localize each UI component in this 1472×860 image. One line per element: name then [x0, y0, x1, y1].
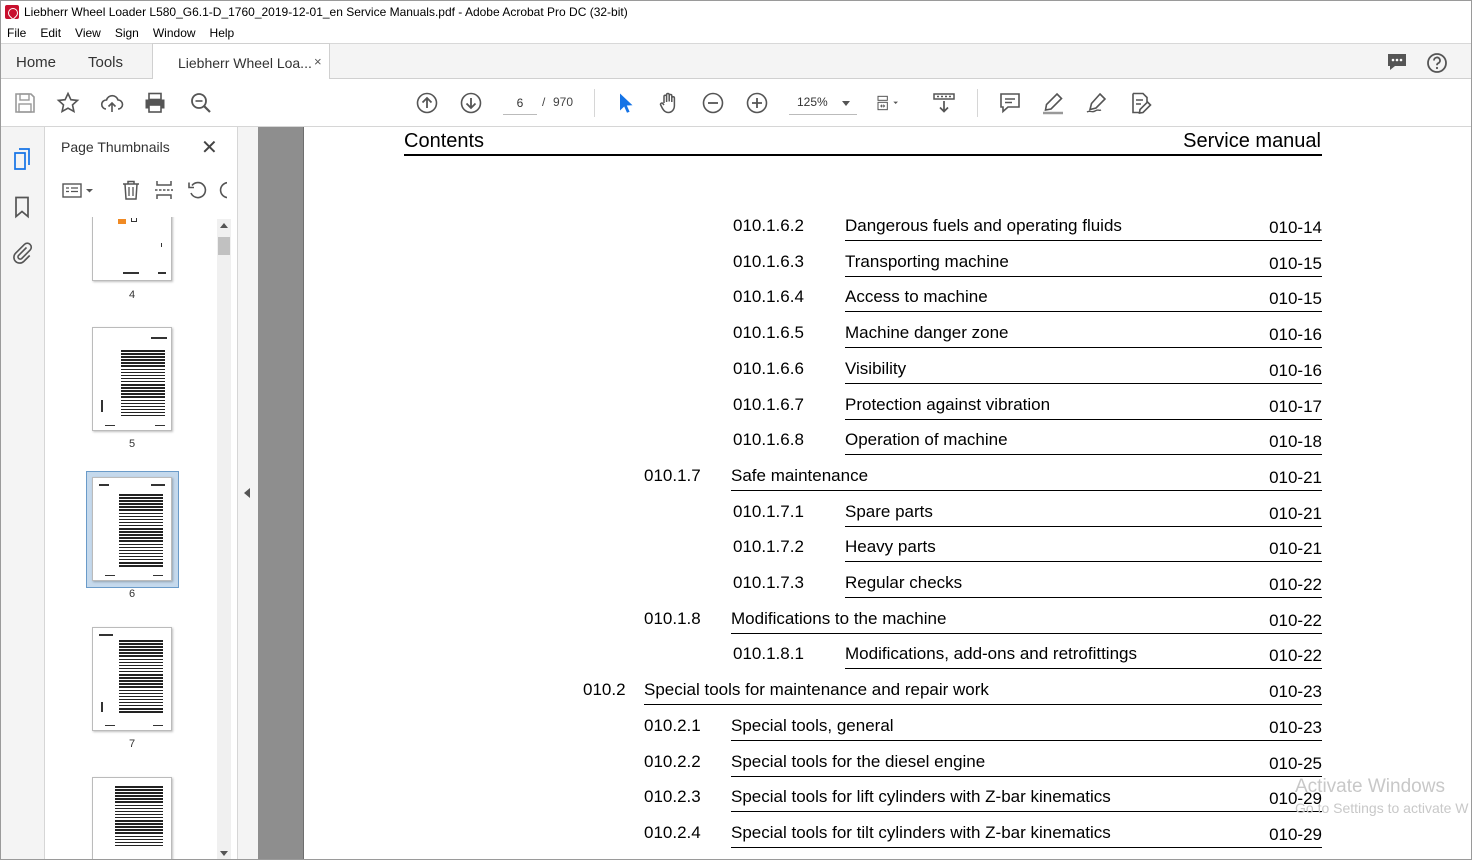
- toolbar-divider: [594, 89, 595, 117]
- zoom-select[interactable]: [789, 91, 857, 115]
- toolbar-divider: [977, 89, 978, 117]
- extract-pages-icon[interactable]: [153, 179, 175, 201]
- toc-row[interactable]: [644, 823, 1322, 859]
- toc-number: 010.1.6.7: [733, 395, 804, 414]
- zoom-out-icon[interactable]: [701, 91, 725, 115]
- toc-number: 010.2.3: [644, 787, 701, 806]
- toc-number: 010.1.6.6: [733, 359, 804, 378]
- rotate-clockwise-icon[interactable]: [217, 179, 227, 201]
- tab-document-label: Liebherr Wheel Loa...: [178, 55, 312, 71]
- toc-rule: [731, 633, 1322, 634]
- menu-sign[interactable]: Sign: [114, 26, 139, 40]
- watermark-subtitle: Go to Settings to activate W: [1295, 800, 1469, 816]
- pages-icon[interactable]: [10, 147, 34, 171]
- toc-row[interactable]: [733, 573, 1322, 609]
- toc-row[interactable]: [644, 609, 1322, 645]
- tab-home[interactable]: Home: [16, 54, 57, 71]
- toc-page-number: 010-29: [1269, 789, 1322, 808]
- page-up-icon[interactable]: [415, 91, 439, 115]
- toc-title: Dangerous fuels and operating fluids: [845, 216, 1122, 235]
- toc-row[interactable]: [644, 466, 1322, 502]
- toolbar: [0, 79, 1472, 127]
- toc-number: 010.2.4: [644, 823, 701, 842]
- chevron-down-icon: [842, 101, 850, 106]
- toc-row[interactable]: [644, 752, 1322, 788]
- toc-rule: [845, 276, 1322, 277]
- toc-page-number: 010-23: [1269, 718, 1322, 737]
- toc-rule: [731, 740, 1322, 741]
- toc-row[interactable]: [583, 680, 1322, 716]
- toc-title: Access to machine: [845, 287, 988, 306]
- zoom-in-icon[interactable]: [745, 91, 769, 115]
- scroll-up-icon[interactable]: [220, 223, 228, 228]
- toc-rule: [731, 811, 1322, 812]
- page-layout-icon[interactable]: [876, 91, 912, 115]
- page-header-right: Service manual: [1183, 130, 1321, 152]
- bookmark-icon[interactable]: [10, 195, 34, 219]
- tab-close-button[interactable]: ×: [314, 54, 322, 69]
- toc-rule: [845, 240, 1322, 241]
- toc-title: Special tools for the diesel engine: [731, 752, 986, 771]
- scroll-mode-icon[interactable]: [932, 91, 956, 115]
- toc-page-number: 010-22: [1269, 611, 1322, 630]
- panel-collapse-handle[interactable]: [238, 127, 258, 860]
- toc-rule: [845, 419, 1322, 420]
- thumbnails-panel: [45, 127, 238, 860]
- tab-tools[interactable]: Tools: [88, 54, 124, 71]
- select-arrow-icon[interactable]: [613, 91, 637, 115]
- toc-title: Special tools for maintenance and repair work: [644, 680, 989, 699]
- document-background: [258, 127, 303, 860]
- page-number-input[interactable]: [503, 91, 537, 115]
- thumbnail-options-icon[interactable]: [61, 179, 95, 201]
- tab-document[interactable]: [152, 43, 330, 80]
- toc-rule: [845, 668, 1322, 669]
- thumbnail-page-5[interactable]: [92, 327, 172, 431]
- toc-number: 010.1.7.1: [733, 502, 804, 521]
- toc-title: Protection against vibration: [845, 395, 1051, 414]
- toc-title: Regular checks: [845, 573, 963, 592]
- star-icon[interactable]: [56, 91, 80, 115]
- toc-number: 010.1.8: [644, 609, 701, 628]
- toc-title: Machine danger zone: [845, 323, 1009, 342]
- toc-row[interactable]: [644, 716, 1322, 752]
- header-rule: [404, 154, 1322, 156]
- toc-rule: [845, 526, 1322, 527]
- toc-number: 010.1.8.1: [733, 644, 804, 663]
- upload-icon[interactable]: [100, 91, 124, 115]
- menu-window[interactable]: Window: [152, 26, 196, 40]
- toc-row[interactable]: [733, 502, 1322, 538]
- toc-page-number: 010-16: [1269, 361, 1322, 380]
- help-icon[interactable]: [1426, 52, 1448, 72]
- thumbnail-label: 7: [128, 738, 136, 750]
- page-total: 970: [553, 95, 574, 109]
- thumbnail-page-6[interactable]: [92, 477, 172, 581]
- menu-bar: [0, 23, 1472, 43]
- toc-number: 010.1.6.5: [733, 323, 804, 342]
- toc-rule: [845, 597, 1322, 598]
- toc-page-number: 010-29: [1269, 825, 1322, 844]
- toc-row[interactable]: [733, 537, 1322, 573]
- toc-rule: [845, 347, 1322, 348]
- toc-row[interactable]: [733, 323, 1322, 359]
- window-title: Liebherr Wheel Loader L580_G6.1-D_1760_2019-12-01_en Service Manuals.pdf - Adobe Acrobat Pro DC (32-bit): [24, 4, 628, 19]
- toc-page-number: 010-18: [1269, 432, 1322, 451]
- toc-title: Special tools for lift cylinders with Z-bar kinematics: [731, 787, 1111, 806]
- page-down-icon[interactable]: [459, 91, 483, 115]
- menu-file[interactable]: File: [7, 26, 27, 40]
- edit-pdf-icon[interactable]: [1129, 91, 1153, 115]
- thumbnail-page-4[interactable]: [92, 217, 172, 281]
- toc-row[interactable]: [733, 287, 1322, 323]
- activation-watermark: [1295, 776, 1469, 816]
- toc-row[interactable]: [733, 644, 1322, 680]
- toc-number: 010.1.7.3: [733, 573, 804, 592]
- menu-edit[interactable]: Edit: [40, 26, 62, 40]
- toc-page-number: 010-14: [1269, 218, 1322, 237]
- watermark-title: Activate Windows: [1295, 776, 1445, 797]
- navigation-rail: [0, 127, 45, 860]
- toc-title: Visibility: [845, 359, 907, 378]
- toc-title: Operation of machine: [845, 430, 1008, 449]
- zoom-search-icon[interactable]: [189, 91, 213, 115]
- thumbnail-list: [45, 217, 217, 860]
- print-icon[interactable]: [143, 91, 167, 115]
- toc-number: 010.1.7.2: [733, 537, 804, 556]
- zoom-value: 125%: [797, 95, 828, 109]
- chat-icon[interactable]: [1386, 52, 1408, 72]
- scroll-down-icon[interactable]: [220, 851, 228, 856]
- toc-rule: [845, 311, 1322, 312]
- thumbnail-page-8[interactable]: [92, 777, 172, 860]
- toc-rule: [731, 490, 1322, 491]
- toc-rule: [731, 776, 1322, 777]
- toc-number: 010.2: [583, 680, 626, 699]
- tab-bar: [0, 43, 1472, 79]
- chevron-left-icon: [244, 488, 250, 498]
- trash-icon[interactable]: [120, 179, 142, 201]
- toc-number: 010.2.1: [644, 716, 701, 735]
- thumbnail-page-7[interactable]: [92, 627, 172, 731]
- toc-row[interactable]: [733, 216, 1322, 252]
- toc-page-number: 010-15: [1269, 289, 1322, 308]
- panel-close-button[interactable]: ✕: [201, 137, 218, 159]
- toc-rule: [845, 454, 1322, 455]
- toc-title: Transporting machine: [845, 252, 1009, 271]
- toc-page-number: 010-21: [1269, 468, 1322, 487]
- toc-page-number: 010-21: [1269, 539, 1322, 558]
- toc-page-number: 010-22: [1269, 575, 1322, 594]
- comment-icon[interactable]: [998, 91, 1022, 115]
- toc-page-number: 010-23: [1269, 682, 1322, 701]
- toc-rule: [644, 704, 1322, 705]
- toc-row[interactable]: [733, 252, 1322, 288]
- toc-rule: [845, 561, 1322, 562]
- page-separator: /: [542, 95, 546, 109]
- toc-page-number: 010-25: [1269, 754, 1322, 773]
- title-bar: [0, 0, 1472, 23]
- toc-title: Special tools, general: [731, 716, 894, 735]
- menu-help[interactable]: Help: [209, 26, 235, 40]
- toc-title: Modifications, add-ons and retrofittings: [845, 644, 1137, 663]
- toc-row[interactable]: [733, 359, 1322, 395]
- sign-icon[interactable]: [1085, 91, 1109, 115]
- thumbnail-toolbar: [45, 175, 238, 205]
- toc-title: Modifications to the machine: [731, 609, 947, 628]
- toc-page-number: 010-16: [1269, 325, 1322, 344]
- toc-row[interactable]: [733, 430, 1322, 466]
- acrobat-logo-icon: [5, 5, 19, 19]
- page-header-left: Contents: [404, 130, 485, 152]
- toc-title: Special tools for tilt cylinders with Z-bar kinematics: [731, 823, 1111, 842]
- document-page: [303, 127, 1472, 860]
- toc-number: 010.1.6.8: [733, 430, 804, 449]
- attachment-icon[interactable]: [10, 240, 34, 264]
- toc-row[interactable]: [733, 395, 1322, 431]
- toc-page-number: 010-15: [1269, 254, 1322, 273]
- toc-page-number: 010-22: [1269, 646, 1322, 665]
- hand-icon[interactable]: [657, 91, 681, 115]
- highlight-icon[interactable]: [1041, 91, 1065, 115]
- thumbnail-label-selected: 6: [128, 588, 136, 600]
- toc-number: 010.1.6.3: [733, 252, 804, 271]
- menu-view[interactable]: View: [75, 26, 101, 40]
- toc-row[interactable]: [644, 787, 1322, 823]
- toc-page-number: 010-21: [1269, 504, 1322, 523]
- toc-number: 010.1.7: [644, 466, 701, 485]
- thumbnail-label: 4: [128, 289, 136, 301]
- toc-number: 010.1.6.2: [733, 216, 804, 235]
- scrollbar-thumb[interactable]: [218, 237, 230, 255]
- toc-title: Spare parts: [845, 502, 933, 521]
- toc-title: Heavy parts: [845, 537, 936, 556]
- panel-title: Page Thumbnails: [61, 139, 170, 155]
- rotate-icon[interactable]: [187, 179, 209, 201]
- toc-number: 010.2.2: [644, 752, 701, 771]
- toc-page-number: 010-17: [1269, 397, 1322, 416]
- toc-number: 010.1.6.4: [733, 287, 804, 306]
- toc-rule: [845, 383, 1322, 384]
- save-icon[interactable]: [13, 91, 37, 115]
- toc-rule: [731, 847, 1322, 848]
- thumbnail-scrollbar[interactable]: [217, 219, 231, 860]
- thumbnail-label: 5: [128, 438, 136, 450]
- toc-title: Safe maintenance: [731, 466, 869, 485]
